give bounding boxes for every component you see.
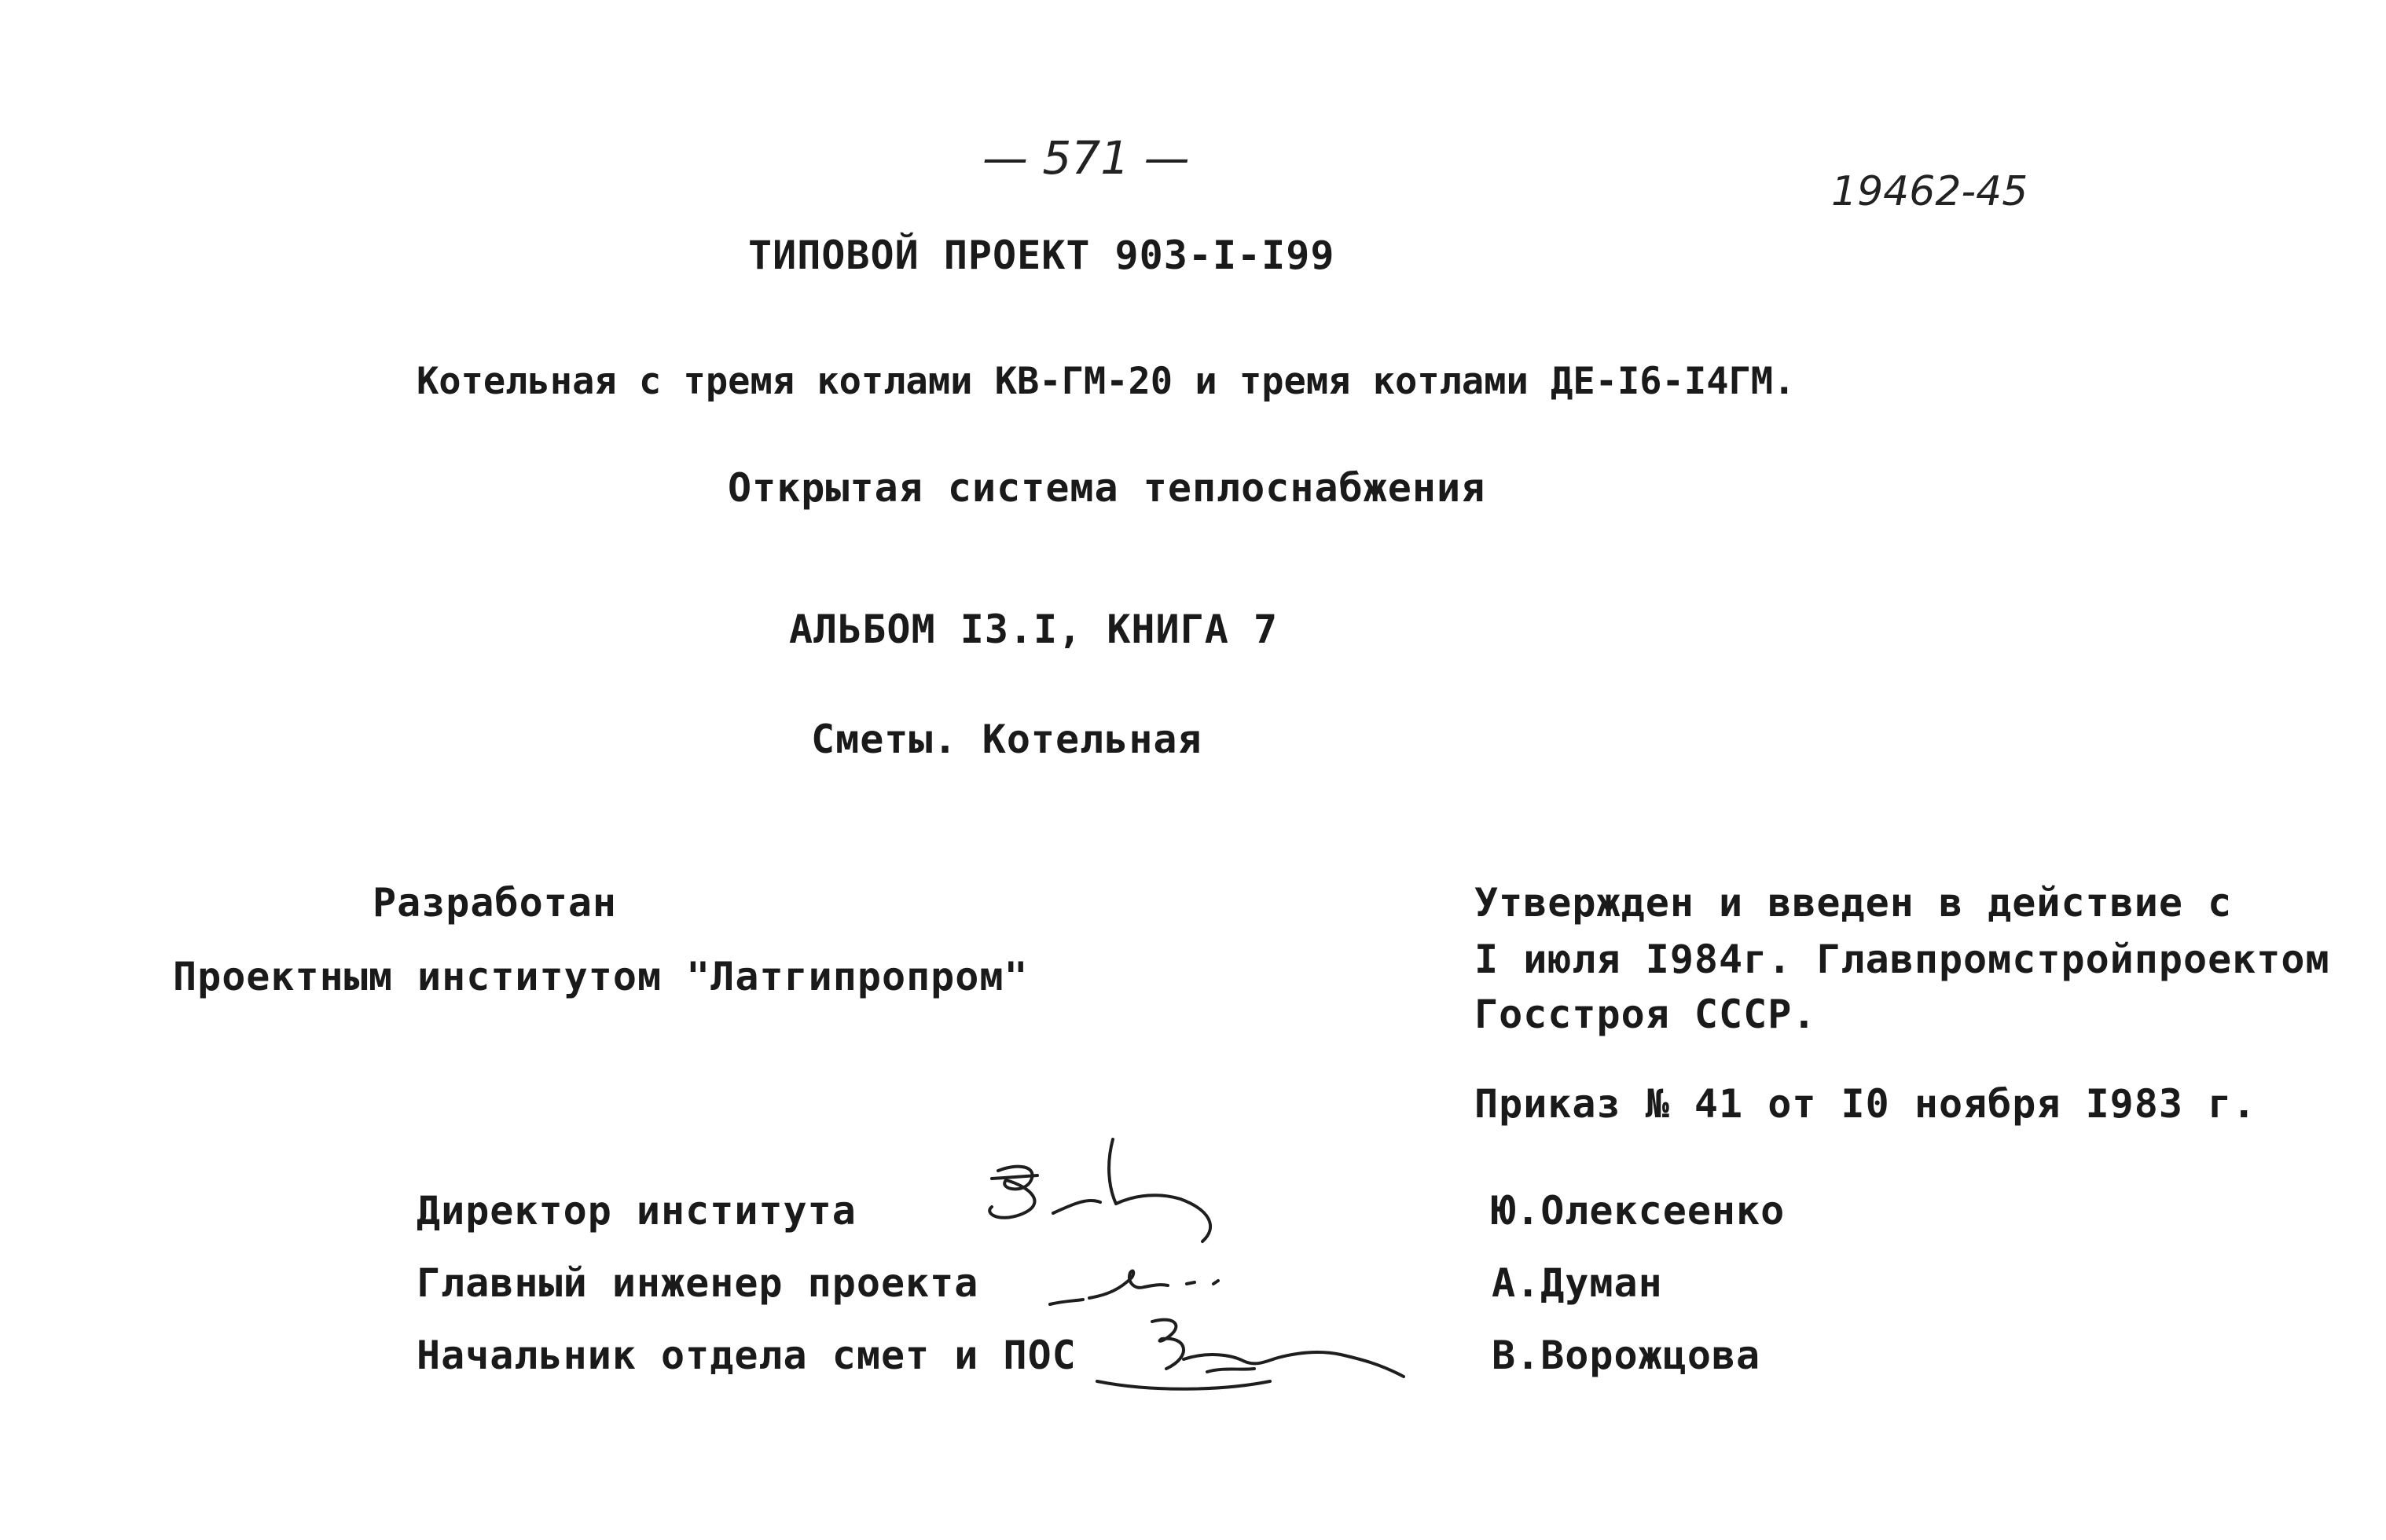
approval-line-3: Госстроя СССР.	[1474, 992, 1817, 1037]
subject-line: Котельная с тремя котлами КВ-ГМ-20 и тремя котлами ДЕ-I6-I4ГМ.	[417, 360, 1796, 403]
approval-order: Приказ № 41 от I0 ноября I983 г.	[1474, 1081, 2257, 1127]
archive-number: 19462-45	[1831, 168, 2028, 215]
signatory-position: Главный инженер проекта	[417, 1260, 979, 1306]
developer-label: Разработан	[373, 880, 618, 926]
album-line: АЛЬБОМ I3.I, КНИГА 7	[789, 607, 1279, 652]
signatory-position: Начальник отдела смет и ПОС	[417, 1333, 1077, 1378]
content-line: Сметы. Котельная	[811, 717, 1202, 762]
signatory-name: В.Ворожцова	[1492, 1333, 1761, 1378]
department-head-signature	[1089, 1304, 1419, 1406]
approval-line-2: I июля I984г. Главпромстройпроектом	[1474, 937, 2330, 982]
signatory-name: Ю.Олексеенко	[1492, 1188, 1786, 1234]
approval-line-1: Утвержден и введен в действие с	[1474, 880, 2233, 926]
signatory-position: Директор института	[417, 1188, 857, 1234]
system-line: Открытая система теплоснабжения	[728, 465, 1486, 511]
project-title: ТИПОВОЙ ПРОЕКТ 903-I-I99	[748, 233, 1335, 278]
page-number: — 571 —	[982, 131, 1190, 185]
signatory-name: А.Думан	[1492, 1260, 1663, 1306]
director-signature	[975, 1131, 1242, 1265]
developer-institute: Проектным институтом "Латгипропром"	[173, 954, 1029, 999]
